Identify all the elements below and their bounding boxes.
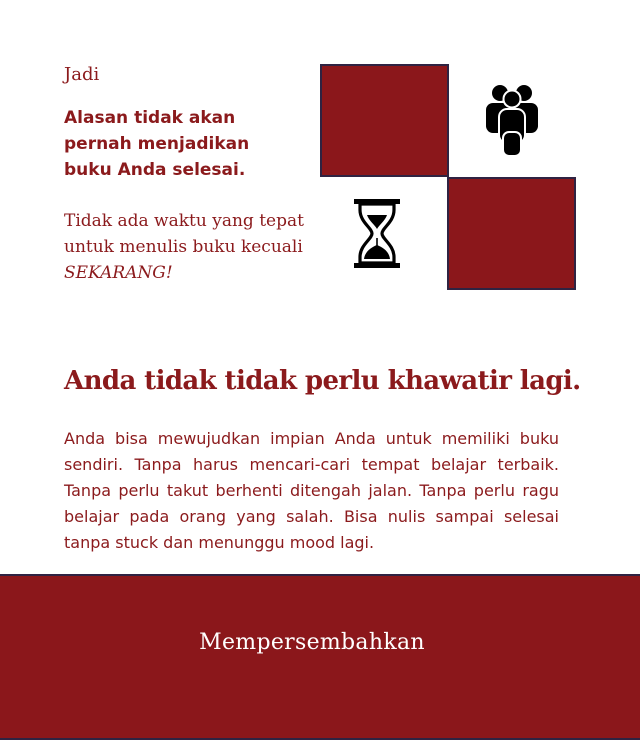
section-heading: Anda tidak tidak perlu khawatir lagi.: [64, 366, 581, 396]
intro-body-emphasis: SEKARANG!: [64, 263, 173, 283]
intro-label: Jadi: [64, 64, 100, 85]
intro-body-text: Tidak ada waktu yang tepat untuk menulis buku kecuali: [64, 211, 304, 257]
people-group-icon: [484, 84, 540, 158]
footer-band: [0, 574, 640, 740]
intro-heading: Alasan tidak akan pernah menjadikan buku Anda selesai.: [64, 108, 250, 180]
footer-title: Mempersembahkan: [199, 630, 425, 655]
decor-block-top: [320, 64, 449, 177]
intro-body: [64, 208, 304, 286]
hourglass-icon: [353, 198, 401, 269]
decor-block-bottom: [447, 177, 576, 290]
section-body: Anda bisa mewujudkan impian Anda untuk memiliki buku sendiri. Tanpa harus mencari-cari tempat belajar terbaik. Tanpa perlu takut berhenti ditengah jalan. Tanpa perlu ragu belajar pada orang yang salah. Bisa nulis sampai selesai tanpa stuck dan menunggu mood lagi.: [64, 429, 559, 552]
